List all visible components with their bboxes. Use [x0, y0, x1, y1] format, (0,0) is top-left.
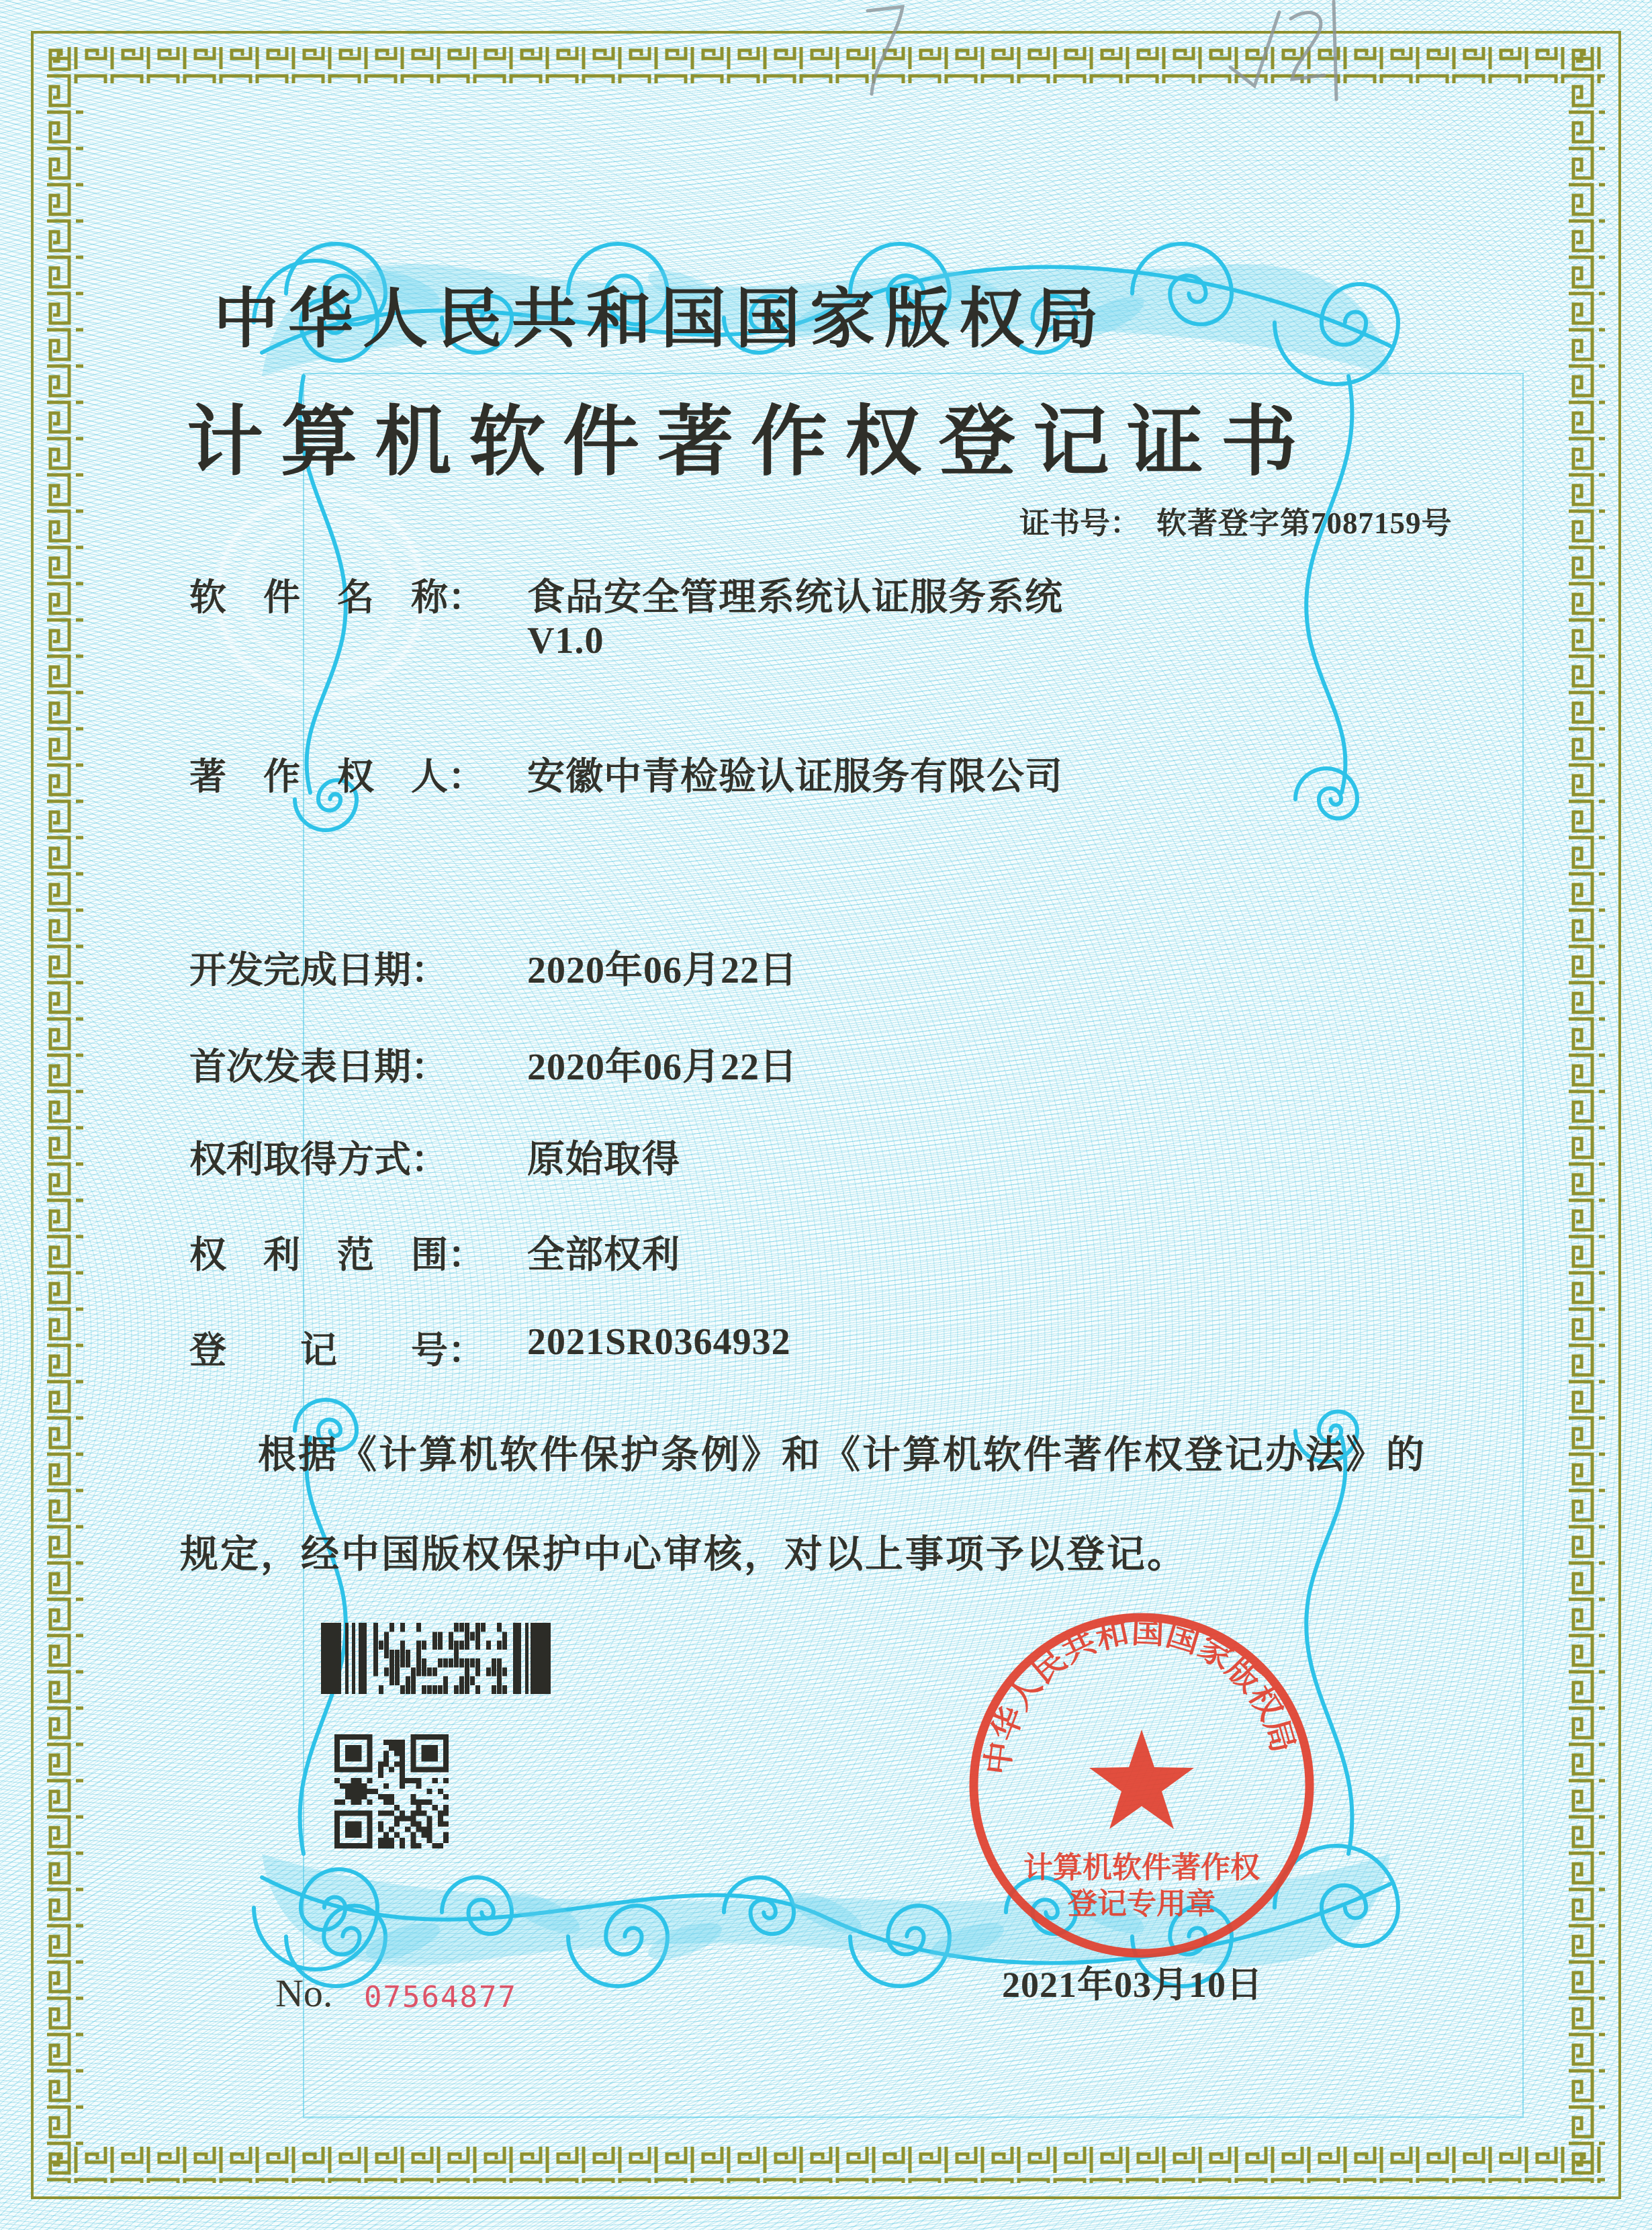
first-publish-date-value: 2020年06月22日 — [527, 1046, 798, 1088]
rights-acquire-mode-value: 原始取得 — [527, 1139, 680, 1181]
serial-number-value: 07564877 — [364, 1980, 517, 2014]
copyright-owner-value: 安徽中青检验认证服务有限公司 — [527, 756, 1063, 798]
statement-line-1: 根据《计算机软件保护条例》和《计算机软件著作权登记办法》的 — [258, 1434, 1426, 1476]
seal-caption-line-2: 登记专用章 — [1068, 1887, 1215, 1920]
dev-complete-date-value: 2020年06月22日 — [527, 950, 798, 991]
registration-number-value: 2021SR0364932 — [527, 1321, 791, 1363]
seal-caption-line-1: 计算机软件著作权 — [1023, 1851, 1260, 1884]
software-version-value: V1.0 — [527, 620, 604, 662]
star-icon — [1089, 1730, 1194, 1829]
copyright-owner-label: 著 作 权 人： — [189, 756, 486, 797]
statement-line-2: 规定，经中国版权保护中心审核，对以上事项予以登记。 — [180, 1533, 1187, 1576]
issue-date: 2021年03月10日 — [1002, 1965, 1263, 2005]
rights-scope-value: 全部权利 — [527, 1235, 680, 1276]
authority-title: 中华人民共和国国家版权局 — [214, 283, 1108, 355]
rights-scope-label: 权 利 范 围： — [189, 1235, 486, 1276]
serial-number-label: No. — [275, 1971, 333, 2015]
registration-number-label: 登 记 号： — [189, 1330, 486, 1371]
certificate-number-label: 证书号： — [1019, 506, 1141, 540]
rights-acquire-mode-label: 权利取得方式： — [189, 1139, 449, 1180]
software-name-label: 软 件 名 称： — [189, 577, 486, 618]
seal-ring-text: 中华人民共和国国家版权局 — [980, 1615, 1300, 1777]
certificate-title: 计算机软件著作权登记证书 — [187, 400, 1316, 485]
software-name-value: 食品安全管理系统认证服务系统 — [527, 577, 1063, 619]
dev-complete-date-label: 开发完成日期： — [189, 950, 449, 991]
first-publish-date-label: 首次发表日期： — [189, 1046, 449, 1087]
certificate-number-value: 软著登字第7087159号 — [1156, 506, 1453, 540]
